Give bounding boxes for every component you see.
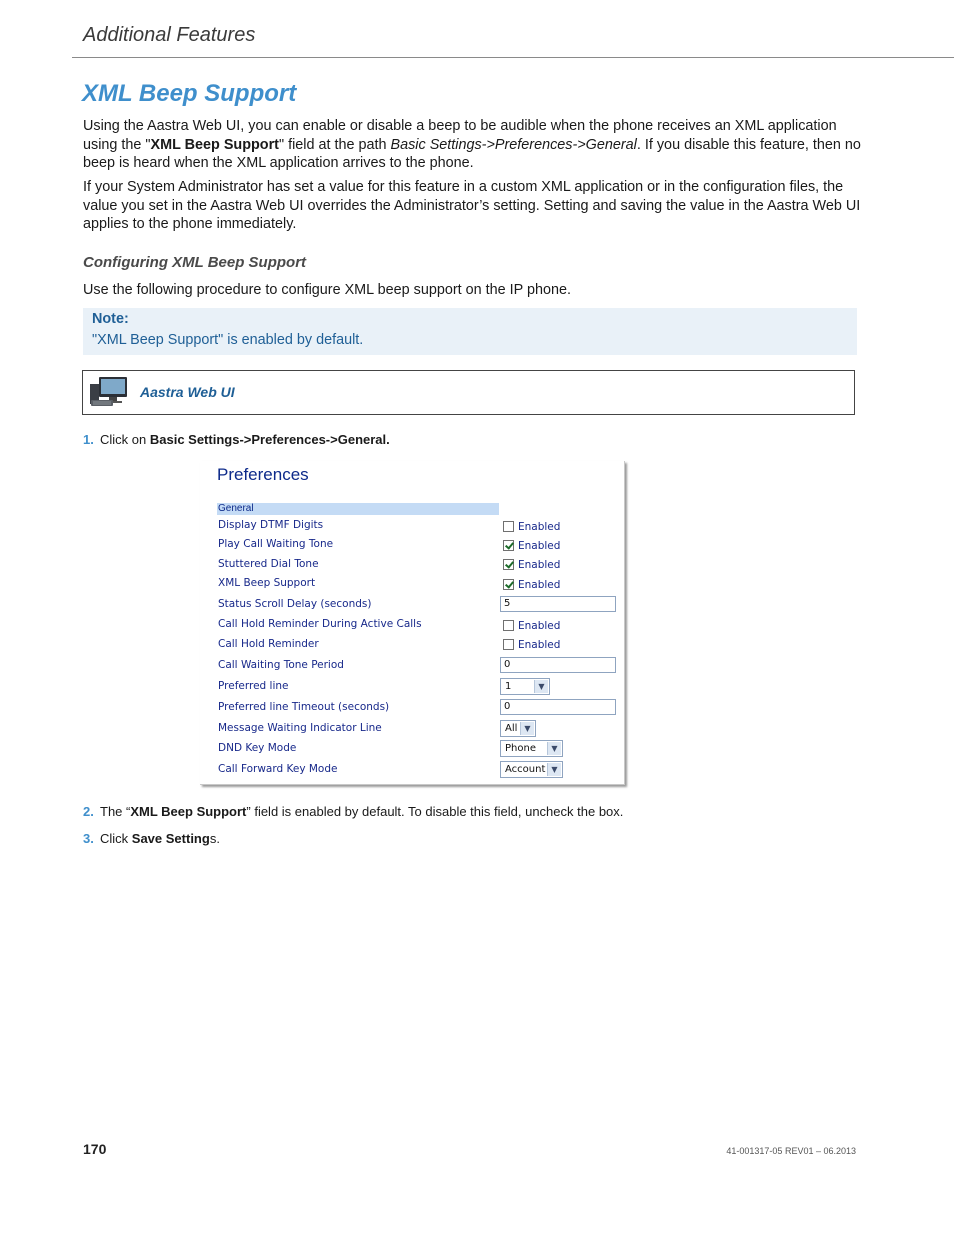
pref-label: Preferred line Timeout (seconds) <box>218 701 390 713</box>
call-forward-key-mode-select[interactable] <box>500 761 563 778</box>
select-value: Account <box>505 764 546 775</box>
dnd-key-mode-select[interactable] <box>500 740 563 757</box>
enabled-label: Enabled <box>518 639 561 651</box>
intro-text: . If you disable this feature, then no beep is heard when the XML application arrives to the phone. <box>83 136 861 172</box>
enabled-label: Enabled <box>518 579 561 591</box>
step-3 <box>83 831 220 846</box>
enabled-label: Enabled <box>518 540 561 552</box>
section-title: XML Beep Support <box>82 80 297 107</box>
enabled-label: Enabled <box>518 521 561 533</box>
preferred-line-select[interactable] <box>500 678 550 695</box>
display-dtmf-checkbox[interactable] <box>503 521 514 532</box>
computer-icon <box>89 376 129 408</box>
hold-reminder-checkbox[interactable] <box>503 639 514 650</box>
intro-paragraph-2: If your System Administrator has set a value for this feature in a custom XML application or in the configuration files, the value you set in the Aastra Web UI overrides the Administrator’s setting. Setting and saving the value in the Aastra Web UI applies to the phone immediately. <box>83 179 861 233</box>
pref-label: Display DTMF Digits <box>218 519 324 531</box>
pref-label: Status Scroll Delay (seconds) <box>218 598 372 610</box>
enabled-label: Enabled <box>518 620 561 632</box>
xml-beep-support-checkbox[interactable] <box>503 579 514 590</box>
step-1 <box>83 432 390 447</box>
note-text: "XML Beep Support" is enabled by default. <box>92 332 364 348</box>
running-header: Additional Features <box>83 24 256 46</box>
step-number: 1. <box>83 432 94 447</box>
mwi-line-select[interactable] <box>500 720 536 737</box>
preferences-title: Preferences <box>217 465 309 484</box>
stuttered-dial-tone-checkbox[interactable] <box>503 559 514 570</box>
intro-path: Basic Settings->Preferences->General <box>390 136 637 153</box>
note-label: Note: <box>92 311 129 327</box>
enabled-label: Enabled <box>518 559 561 571</box>
subheading: Configuring XML Beep Support <box>83 254 307 271</box>
pref-label: Preferred line <box>218 680 289 692</box>
pref-label: Call Hold Reminder <box>218 638 319 650</box>
pref-label: Call Hold Reminder During Active Calls <box>218 618 422 630</box>
pref-label: Stuttered Dial Tone <box>218 558 319 570</box>
select-value: 1 <box>505 681 512 692</box>
pref-label: Message Waiting Indicator Line <box>218 722 382 734</box>
step-text: The “ <box>100 804 131 819</box>
web-ui-banner <box>82 370 855 415</box>
intro-paragraph-1 <box>83 117 863 173</box>
intro-field-name: XML Beep Support <box>150 136 279 153</box>
preferred-line-timeout-input[interactable]: 0 <box>500 699 616 715</box>
step-text: s. <box>209 831 220 846</box>
call-waiting-period-input[interactable]: 0 <box>500 657 616 673</box>
step-text: Click on <box>100 432 150 447</box>
call-waiting-tone-checkbox[interactable] <box>503 540 514 551</box>
chevron-down-icon[interactable]: ▼ <box>547 763 561 776</box>
step-text: Click <box>100 831 132 846</box>
step-bold: Basic Settings->Preferences->General. <box>149 432 390 447</box>
chevron-down-icon[interactable]: ▼ <box>520 722 534 735</box>
chevron-down-icon[interactable]: ▼ <box>534 680 548 693</box>
general-section-header: General <box>217 503 499 515</box>
header-divider <box>72 57 954 58</box>
web-ui-label: Aastra Web UI <box>140 384 235 400</box>
pref-label: Call Forward Key Mode <box>218 763 338 775</box>
chevron-down-icon[interactable]: ▼ <box>547 742 561 755</box>
document-reference: 41-001317-05 REV01 – 06.2013 <box>726 1146 856 1156</box>
intro-text: Using the Aastra Web UI, you can enable or disable a beep to be audible when the phone receives an XML application using the " <box>83 118 837 153</box>
step-text: ” field is enabled by default. To disable this field, uncheck the box. <box>246 804 624 819</box>
intro-text: " field at the path <box>278 136 391 153</box>
step-2 <box>83 804 623 819</box>
note-box <box>83 308 857 355</box>
step-bold: XML Beep Support <box>130 804 247 819</box>
preferences-screenshot <box>200 461 625 785</box>
procedure-intro: Use the following procedure to configure XML beep support on the IP phone. <box>83 282 572 298</box>
page-number: 170 <box>83 1141 107 1157</box>
step-number: 3. <box>83 831 94 846</box>
step-bold: Save Setting <box>131 831 210 846</box>
select-value: Phone <box>505 743 536 754</box>
pref-label: XML Beep Support <box>218 577 316 589</box>
pref-label: DND Key Mode <box>218 742 297 754</box>
status-scroll-delay-input[interactable]: 5 <box>500 596 616 612</box>
hold-reminder-active-checkbox[interactable] <box>503 620 514 631</box>
step-number: 2. <box>83 804 94 819</box>
select-value: All <box>505 723 518 734</box>
pref-label: Call Waiting Tone Period <box>218 659 344 671</box>
pref-label: Play Call Waiting Tone <box>218 538 334 550</box>
